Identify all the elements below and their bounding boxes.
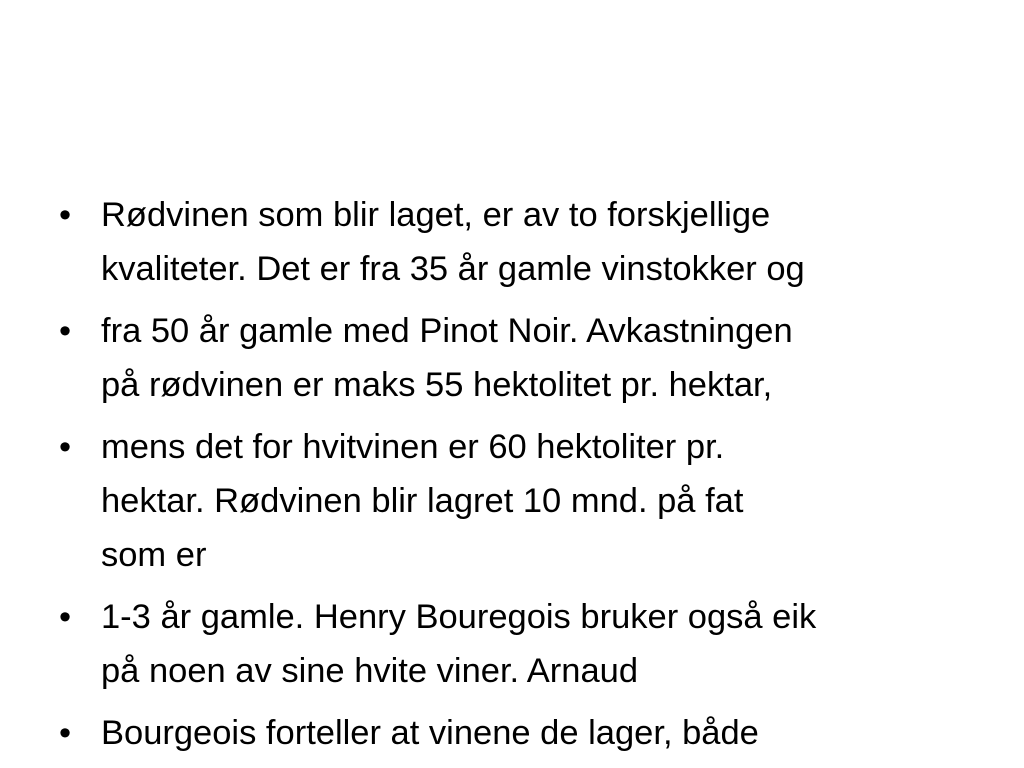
bullet-line: mens det for hvitvinen er 60 hektoliter pr. — [101, 428, 725, 466]
bullet-line: fra 50 år gamle med Pinot Noir. Avkastningen — [101, 312, 793, 350]
bullet-list — [58, 188, 958, 768]
bullet-item — [58, 420, 958, 582]
bullet-line: på rødvinen er maks 55 hektolitet pr. hektar, — [101, 366, 773, 404]
bullet-dot-icon: • — [59, 714, 72, 752]
bullet-item — [58, 304, 958, 412]
bullet-dot-icon: • — [59, 598, 72, 636]
bullet-line: hektar. Rødvinen blir lagret 10 mnd. på fat — [101, 482, 744, 520]
bullet-item — [58, 590, 958, 698]
bullet-dot-icon: • — [59, 312, 72, 350]
bullet-dot-icon: • — [59, 196, 72, 234]
bullet-line: på noen av sine hvite viner. Arnaud — [101, 652, 639, 690]
bullet-line: Bourgeois forteller at vinene de lager, både — [101, 714, 759, 752]
bullet-item — [58, 188, 958, 296]
bullet-line: som er — [101, 536, 207, 574]
bullet-line: Rødvinen som blir laget, er av to forskjellige — [101, 196, 771, 234]
bullet-line: 1-3 år gamle. Henry Bouregois bruker også eik — [101, 598, 817, 636]
bullet-dot-icon: • — [59, 428, 72, 466]
bullet-item — [58, 706, 958, 760]
bullet-line: kvaliteter. Det er fra 35 år gamle vinstokker og — [101, 250, 805, 288]
